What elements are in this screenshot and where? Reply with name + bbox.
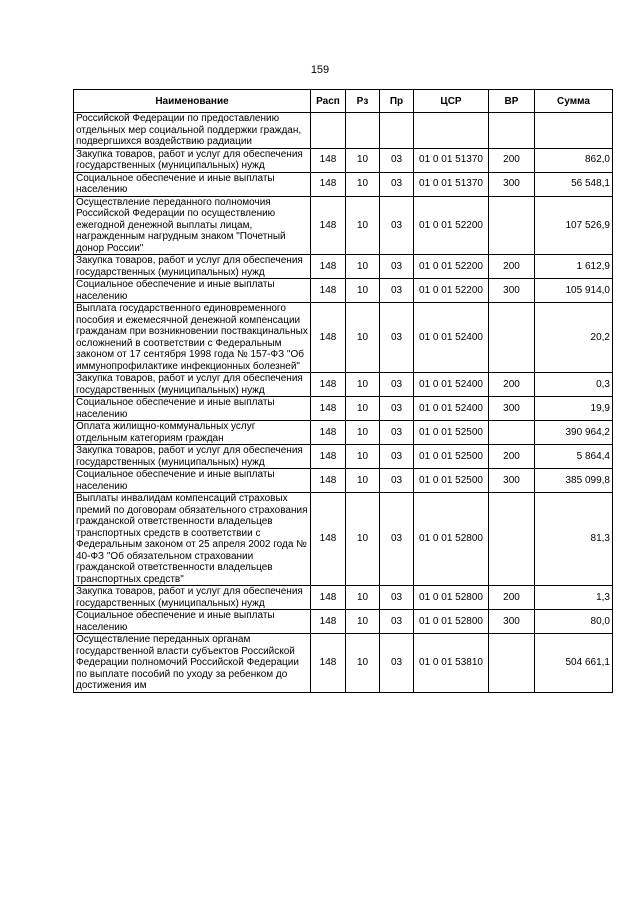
cell-sum: 1,3 [535,586,613,610]
cell-rz: 10 [346,586,380,610]
cell-rasp: 148 [311,279,346,303]
cell-csr: 01 0 01 52400 [414,303,489,373]
cell-pr: 03 [380,634,414,693]
cell-name: Социальное обеспечение и иные выплаты населению [74,172,311,196]
table-row [74,421,613,445]
cell-csr: 01 0 01 52200 [414,255,489,279]
cell-rasp: 148 [311,255,346,279]
cell-sum: 5 864,4 [535,445,613,469]
cell-rasp: 148 [311,445,346,469]
cell-vr [489,421,535,445]
cell-csr: 01 0 01 52200 [414,196,489,255]
cell-vr: 300 [489,172,535,196]
cell-pr: 03 [380,303,414,373]
cell-pr: 03 [380,373,414,397]
header-name: Наименование [74,90,311,113]
header-pr: Пр [380,90,414,113]
table-row [74,469,613,493]
cell-csr: 01 0 01 52800 [414,586,489,610]
cell-rasp: 148 [311,469,346,493]
cell-rasp [311,113,346,149]
header-rasp: Расп [311,90,346,113]
cell-vr: 300 [489,279,535,303]
cell-vr [489,634,535,693]
cell-csr: 01 0 01 52800 [414,493,489,586]
cell-rz: 10 [346,634,380,693]
cell-name: Социальное обеспечение и иные выплаты населению [74,469,311,493]
cell-csr: 01 0 01 52400 [414,397,489,421]
cell-rasp: 148 [311,634,346,693]
cell-rz: 10 [346,397,380,421]
cell-csr: 01 0 01 53810 [414,634,489,693]
cell-pr: 03 [380,255,414,279]
cell-vr: 300 [489,469,535,493]
cell-sum: 504 661,1 [535,634,613,693]
cell-rasp: 148 [311,421,346,445]
cell-sum: 19,9 [535,397,613,421]
cell-name: Социальное обеспечение и иные выплаты населению [74,279,311,303]
page-number: 159 [310,64,330,76]
cell-vr: 300 [489,610,535,634]
table-row [74,634,613,693]
cell-pr: 03 [380,196,414,255]
cell-pr: 03 [380,610,414,634]
cell-rasp: 148 [311,196,346,255]
cell-sum: 107 526,9 [535,196,613,255]
cell-sum: 80,0 [535,610,613,634]
table-row [74,303,613,373]
cell-name: Выплаты инвалидам компенсаций страховых премий по договорам обязательного страхования гражданской ответственности владельцев транспортных средств в соответствии с Федеральным законом от 25 апреля 2002 года № 40-ФЗ "Об обязательном страховании гражданской ответственности владельцев транспортных средств" [74,493,311,586]
cell-csr: 01 0 01 52500 [414,469,489,493]
cell-csr: 01 0 01 52800 [414,610,489,634]
header-csr: ЦСР [414,90,489,113]
cell-vr: 200 [489,373,535,397]
cell-pr: 03 [380,397,414,421]
cell-sum: 390 964,2 [535,421,613,445]
cell-csr: 01 0 01 51370 [414,148,489,172]
cell-name: Социальное обеспечение и иные выплаты населению [74,397,311,421]
cell-name: Закупка товаров, работ и услуг для обеспечения государственных (муниципальных) нужд [74,445,311,469]
cell-pr: 03 [380,493,414,586]
table-row [74,255,613,279]
cell-rz: 10 [346,373,380,397]
cell-rz: 10 [346,421,380,445]
cell-rz [346,113,380,149]
cell-csr: 01 0 01 52500 [414,421,489,445]
cell-pr [380,113,414,149]
cell-name: Оплата жилищно-коммунальных услуг отдельным категориям граждан [74,421,311,445]
cell-rasp: 148 [311,303,346,373]
table-row [74,148,613,172]
cell-vr: 200 [489,586,535,610]
cell-name: Закупка товаров, работ и услуг для обеспечения государственных (муниципальных) нужд [74,373,311,397]
cell-sum [535,113,613,149]
cell-rasp: 148 [311,493,346,586]
cell-rasp: 148 [311,373,346,397]
cell-sum: 56 548,1 [535,172,613,196]
cell-rz: 10 [346,303,380,373]
cell-name: Российской Федерации по предоставлению отдельных мер социальной поддержки граждан, подвергшихся воздействию радиации [74,113,311,149]
cell-rz: 10 [346,610,380,634]
cell-csr [414,113,489,149]
cell-rz: 10 [346,279,380,303]
cell-pr: 03 [380,469,414,493]
cell-pr: 03 [380,445,414,469]
header-vr: ВР [489,90,535,113]
table-row [74,586,613,610]
cell-pr: 03 [380,586,414,610]
table-header-row [74,90,613,113]
cell-sum: 1 612,9 [535,255,613,279]
table-row [74,196,613,255]
cell-name: Осуществление переданного полномочия Российской Федерации по осуществлению ежегодной денежной выплаты лицам, награжденным нагрудным знаком "Почетный донор России" [74,196,311,255]
table-row [74,172,613,196]
header-sum: Сумма [535,90,613,113]
budget-table [73,89,613,693]
cell-csr: 01 0 01 52400 [414,373,489,397]
cell-name: Социальное обеспечение и иные выплаты населению [74,610,311,634]
cell-vr [489,303,535,373]
cell-pr: 03 [380,172,414,196]
cell-rz: 10 [346,196,380,255]
cell-rasp: 148 [311,586,346,610]
cell-sum: 105 914,0 [535,279,613,303]
table-row [74,113,613,149]
cell-vr: 200 [489,255,535,279]
cell-rasp: 148 [311,610,346,634]
table-row [74,445,613,469]
table-row [74,610,613,634]
cell-sum: 862,0 [535,148,613,172]
cell-sum: 81,3 [535,493,613,586]
cell-rz: 10 [346,445,380,469]
cell-pr: 03 [380,279,414,303]
cell-name: Закупка товаров, работ и услуг для обеспечения государственных (муниципальных) нужд [74,255,311,279]
table-row [74,279,613,303]
cell-rz: 10 [346,469,380,493]
cell-vr: 200 [489,445,535,469]
cell-rz: 10 [346,172,380,196]
cell-name: Закупка товаров, работ и услуг для обеспечения государственных (муниципальных) нужд [74,148,311,172]
cell-vr [489,113,535,149]
table-row [74,493,613,586]
cell-rasp: 148 [311,148,346,172]
table-row [74,373,613,397]
cell-pr: 03 [380,421,414,445]
cell-rasp: 148 [311,397,346,421]
cell-vr [489,493,535,586]
cell-name: Осуществление переданных органам государственной власти субъектов Российской Федерации полномочий Российской Федерации по выплате пособий по уходу за ребенком до достижения им [74,634,311,693]
cell-vr: 300 [489,397,535,421]
cell-pr: 03 [380,148,414,172]
cell-rz: 10 [346,255,380,279]
header-rz: Рз [346,90,380,113]
table-row [74,397,613,421]
cell-sum: 0,3 [535,373,613,397]
cell-vr [489,196,535,255]
cell-sum: 385 099,8 [535,469,613,493]
cell-vr: 200 [489,148,535,172]
cell-name: Закупка товаров, работ и услуг для обеспечения государственных (муниципальных) нужд [74,586,311,610]
cell-rz: 10 [346,493,380,586]
cell-csr: 01 0 01 52500 [414,445,489,469]
cell-csr: 01 0 01 52200 [414,279,489,303]
cell-csr: 01 0 01 51370 [414,172,489,196]
cell-rz: 10 [346,148,380,172]
cell-rasp: 148 [311,172,346,196]
cell-name: Выплата государственного единовременного пособия и ежемесячной денежной компенсации гражданам при возникновении поствакцинальных осложнений в соответствии с Федеральным законом от 17 сентября 1998 года № 157-ФЗ "Об иммунопрофилактике инфекционных болезней" [74,303,311,373]
cell-sum: 20,2 [535,303,613,373]
